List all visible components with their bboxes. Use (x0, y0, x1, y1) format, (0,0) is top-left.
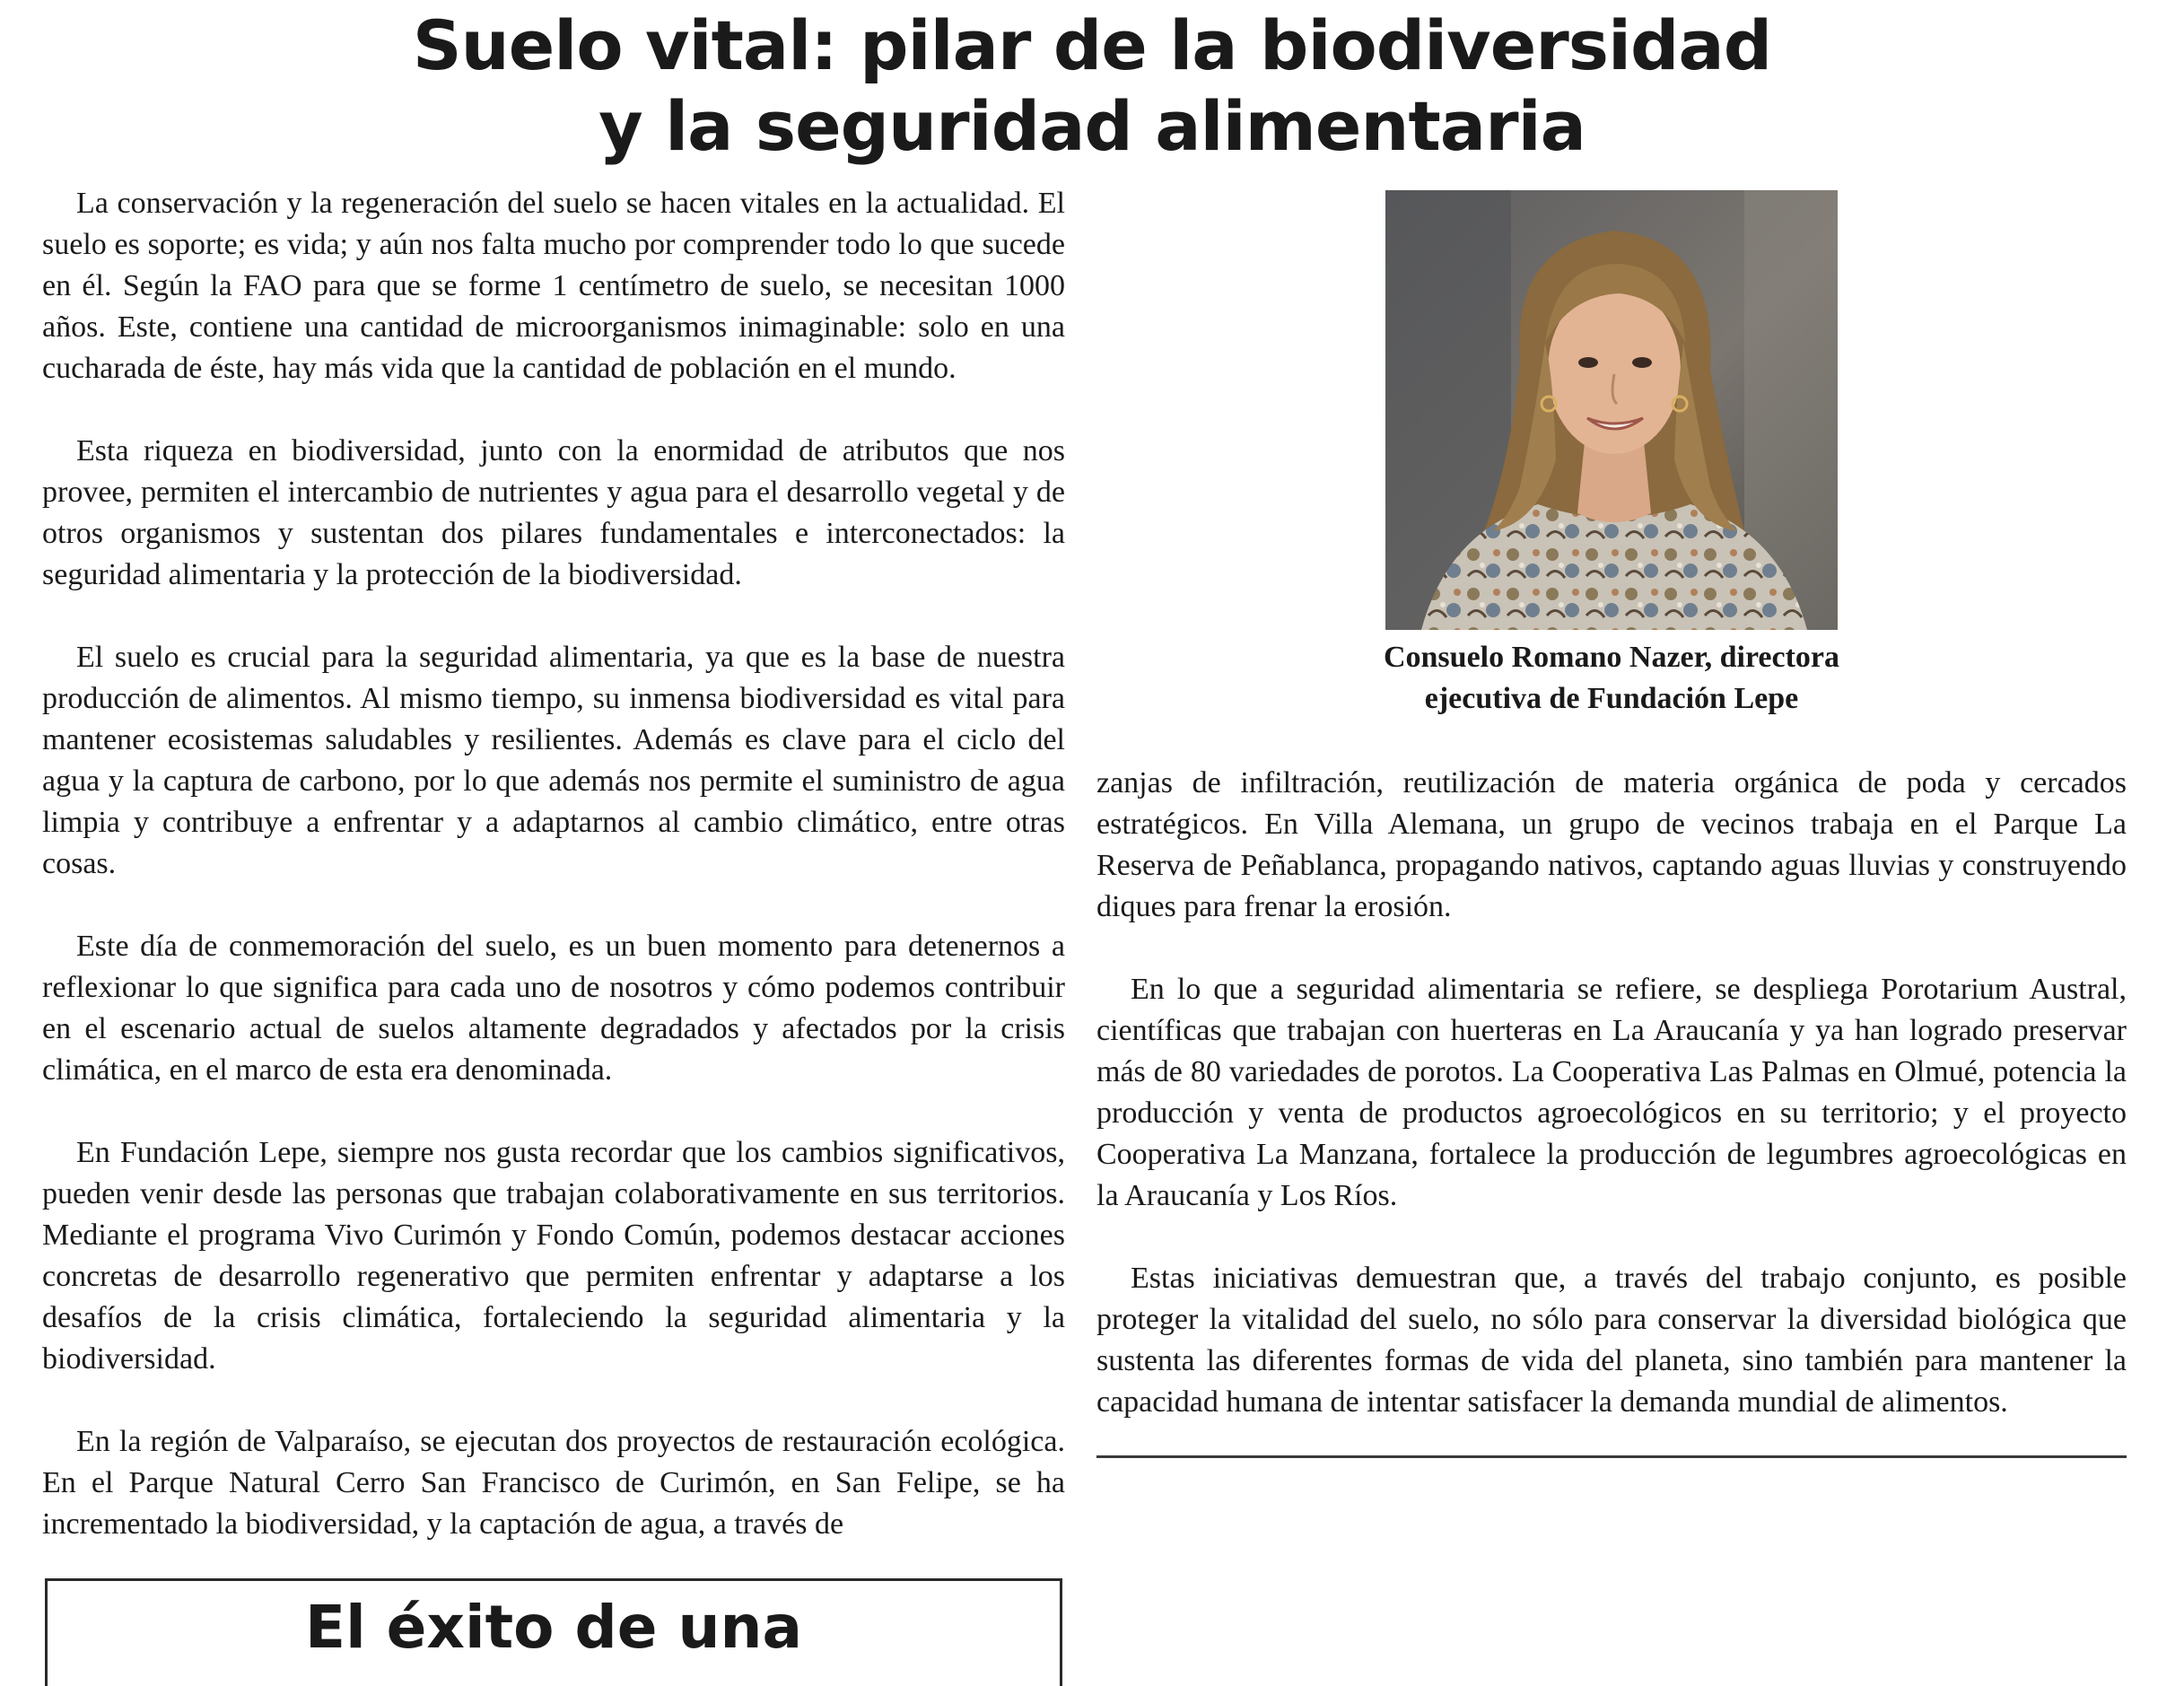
paragraph-conclusion: Estas iniciativas demuestran que, a través del trabajo conjunto, es posible proteger la vitalidad del suelo, no sólo para conservar la diversidad biológica que sustenta las diferentes formas de vida del planeta, sino también para mantener la capacidad humana de intentar satisfacer la demanda mundial de alimentos. (1096, 1262, 2127, 1419)
paragraph-soil-day: Este día de conmemoración del suelo, es un buen momento para detenernos a reflexionar lo que significa para cada uno de nosotros y cómo podemos contribuir en el escenario actual de suelos altamente degradados y afectados por la crisis climática, en el marco de esta era denominada. (42, 930, 1065, 1087)
portrait-photo (1385, 190, 1838, 630)
article-title-line-1: Suelo vital: pilar de la biodiversidad (412, 5, 1772, 85)
article-title (0, 5, 2184, 167)
paragraph-soil-conservation: La conservación y la regeneración del suelo se hacen vitales en la actualidad. El suelo es soporte; es vida; y aún nos falta mucho por comprender todo lo que sucede en él. Según la FAO para que se forme 1 centímetro de suelo, se necesitan 1000 años. Este, contiene una cantidad de microorganismos inimaginable: solo en una cucharada de éste, hay más vida que la cantidad de población en el mundo. (42, 187, 1065, 385)
paragraph-fundacion-lepe: En Fundación Lepe, siempre nos gusta recordar que los cambios significativos, pueden venir desde las personas que trabajan colaborativamente en sus territorios. Mediante el programa Vivo Curimón y Fondo Común, podemos destacar acciones concretas de desarrollo regenerativo que permiten enfrentar y adaptarse a los desafíos de la crisis climática, fortaleciendo la seguridad alimentaria y la biodiversidad. (42, 1136, 1065, 1376)
paragraph-food-security: El suelo es crucial para la seguridad alimentaria, ya que es la base de nuestra producción de alimentos. Al mismo tiempo, su inmensa biodiversidad es vital para mantener ecosistemas saludables y resilientes. Además es clave para el ciclo del agua y la captura de carbono, por lo que además nos permite el suministro de agua limpia y contribuye a enfrentar y a adaptarnos al cambio climático, entre otras cosas. (42, 641, 1065, 880)
paragraph-continuation-infiltration: zanjas de infiltración, reutilización de materia orgánica de poda y cercados estratégicos. En Villa Alemana, un grupo de vecinos trabaja en el Parque La Reserva de Peñablanca, propagando nativos, captando aguas lluvias y construyendo diques para frenar la erosión. (1096, 766, 2127, 923)
right-text-column (1096, 763, 2127, 1423)
article-title-line-2: y la seguridad alimentaria (598, 86, 1586, 166)
paragraph-valparaiso-projects: En la región de Valparaíso, se ejecutan dos proyectos de restauración ecológica. En el Parque Natural Cerro San Francisco de Curimón, en San Felipe, se ha incrementado la biodiversidad, y la captación de agua, a través de (42, 1425, 1065, 1541)
photo-caption-line-2: ejecutiva de Fundación Lepe (1424, 682, 1799, 715)
photo-caption-line-1: Consuelo Romano Nazer, directora (1383, 641, 1840, 674)
photo-caption (1287, 637, 1936, 720)
paragraph-food-security-initiatives: En lo que a seguridad alimentaria se refiere, se despliega Porotarium Austral, científicas que trabajan con huerteras en La Araucanía y ya han logrado preservar más de 80 variedades de porotos. La Cooperativa Las Palmas en Olmué, potencia la producción y venta de productos agroecológicos en su territorio; y el proyecto Cooperativa La Manzana, fortalece la producción de legumbres agroecológicas en la Araucanía y Los Ríos. (1096, 973, 2127, 1212)
sidebar-box (45, 1578, 1062, 1686)
paragraph-biodiversity-richness: Esta riqueza en biodiversidad, junto con la enormidad de atributos que nos provee, permiten el intercambio de nutrientes y agua para el desarrollo vegetal y de otros organismos y sustentan dos pilares fundamentales e interconectados: la seguridad alimentaria y la protección de la biodiversidad. (42, 434, 1065, 591)
article-end-rule (1096, 1455, 2127, 1458)
portrait-photo-image (1385, 190, 1838, 630)
left-text-column (42, 183, 1065, 1545)
sidebar-box-title: El éxito de una (304, 1593, 802, 1662)
